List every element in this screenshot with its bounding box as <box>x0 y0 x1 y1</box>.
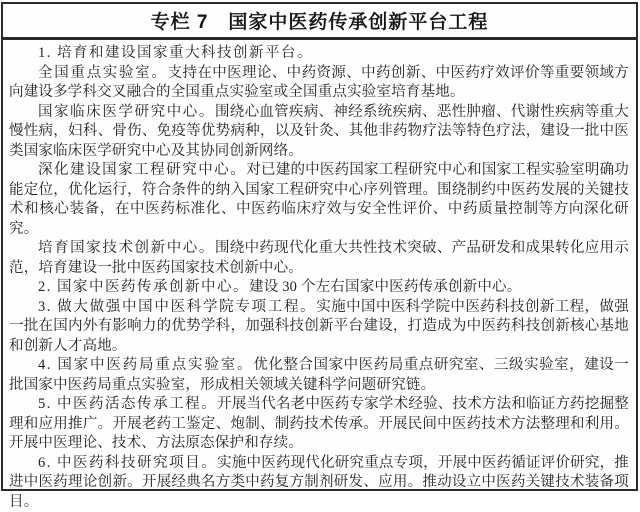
paragraph <box>9 239 629 278</box>
paragraph <box>9 298 629 357</box>
paragraph-text: 开展当代名老中医药专家学术经验、技术方法和临证方药挖掘整理和应用推广。开展老药工鉴定、炮制、制药技术传承。开展民间中医药技术方法整理和利用。开展中医理论、技术、方法原态保护和存续。 <box>9 396 629 451</box>
document-body <box>3 40 636 512</box>
paragraph-text: 优化整合国家中医药局重点研究室、三级实验室，建设一批国家中医药局重点实验室，形成相关领域关键科学问题研究链。 <box>9 357 629 393</box>
paragraph-lead: 深化建设国家工程研究中心。 <box>38 162 246 178</box>
paragraph-text: 实施中国中医科学院中医药科技创新工程，做强一批在国内外有影响力的优势学科，加强科技创新平台建设，打造成为中医药科技创新核心基地和创新人才高地。 <box>9 299 629 354</box>
paragraph-text: 对已建的中医药国家工程研究中心和国家工程实验室明确功能定位，优化运行，符合条件的纳入国家工程研究中心序列管理。围绕制约中医药发展的关键技术和核心装备，在中医药标准化、中医药临床疗效与安全性评价、中药质量控制等方向深化研究。 <box>9 162 629 237</box>
paragraph <box>9 161 629 239</box>
title-bar <box>3 4 636 40</box>
paragraph <box>9 454 629 512</box>
paragraph-text: 建设 30 个左右国家中医药传承创新中心。 <box>249 279 521 295</box>
paragraph <box>9 103 629 162</box>
paragraph <box>9 64 629 103</box>
paragraph-lead: 3. 做大做强中国中医科学院专项工程。 <box>38 299 316 315</box>
paragraph-text: 围绕中药现代化重大共性技术突破、产品研发和成果转化应用示范，培育建设一批中医药国家技术创新中心。 <box>9 240 629 276</box>
paragraph-lead: 5. 中医药活态传承工程。 <box>38 396 217 412</box>
paragraph <box>9 395 629 454</box>
paragraph <box>9 356 629 395</box>
paragraph-lead: 国家临床医学研究中心。 <box>38 104 215 120</box>
paragraph <box>9 278 629 298</box>
paragraph-lead: 6. 中医药科技研究项目。 <box>38 455 217 471</box>
document-frame <box>1 2 638 491</box>
paragraph-text: 支持在中医理论、中药资源、中药创新、中医药疗效评价等重要领域方向建设多学科交叉融合的全国重点实验室或全国重点实验室培育基地。 <box>9 65 629 101</box>
paragraph-lead: 4. 国家中医药局重点实验室。 <box>38 357 253 373</box>
paragraph-lead: 培育国家技术创新中心。 <box>38 240 215 256</box>
paragraph-lead: 全国重点实验室。 <box>38 65 168 81</box>
paragraph-lead: 2. 国家中医药传承创新中心。 <box>38 279 249 295</box>
paragraph <box>9 44 629 64</box>
paragraph-text: 实施中医药现代化研究重点专项，开展中医药循证评价研究，推进中医药理论创新。开展经典名方类中药复方制剂研发、应用。推动设立中医药关键技术装备项目。 <box>9 455 629 510</box>
paragraph-text: 围绕心血管疾病、神经系统疾病、恶性肿瘤、代谢性疾病等重大慢性病，妇科、骨伤、免疫等优势病种，以及针灸、其他非药物疗法等特色疗法，建设一批中医类国家临床医学研究中心及其协同创新网络。 <box>9 104 629 159</box>
column-title: 专栏 7 国家中医药传承创新平台工程 <box>151 7 489 34</box>
paragraph-lead: 1. 培育和建设国家重大科技创新平台。 <box>38 45 313 61</box>
